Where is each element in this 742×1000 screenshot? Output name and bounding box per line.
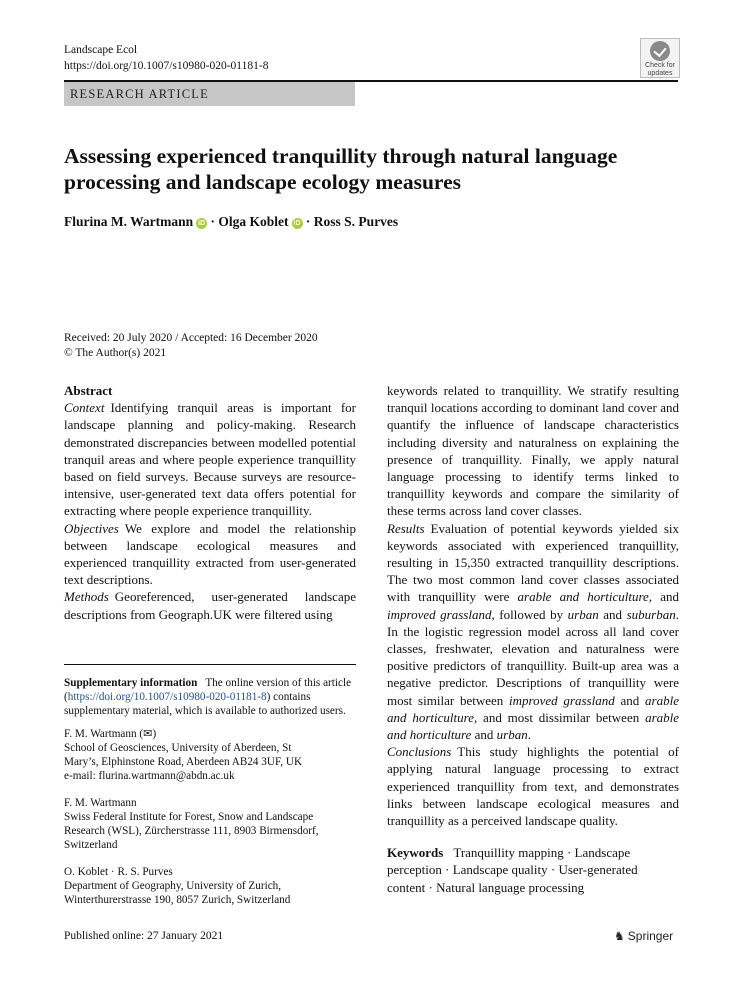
results-label: Results — [387, 520, 425, 536]
affiliation-block — [64, 727, 356, 783]
affiliation-line: Mary’s, Elphinstone Road, Aberdeen AB24 3UF, UK — [64, 756, 303, 768]
results-text: and — [614, 692, 646, 708]
orcid-icon[interactable]: iD — [198, 220, 206, 227]
supplementary-link[interactable]: https://doi.org/10.1007/s10980-020-01181-8 — [67, 691, 267, 703]
received-accepted-dates: Received: 20 July 2020 / Accepted: 16 December 2020 — [64, 332, 318, 344]
abstract-right-column — [387, 382, 679, 896]
affiliation-line: Department of Geography, University of Zurich, — [64, 880, 282, 892]
results-text: . — [527, 727, 531, 743]
abstract-conclusions — [387, 743, 679, 829]
affiliation-block — [64, 865, 356, 907]
supplementary-label: Supplementary information — [64, 677, 198, 689]
results-text: , and — [648, 589, 679, 605]
conclusions-text: This study highlights the potential of applying natural language processing to extract experienced tranquillity from text, and demonstrates links between landscape ecological measures and tranquillity as a perceived landscape quality. — [387, 744, 679, 829]
affiliation-line: Research (WSL), Zürcherstrasse 111, 8903 Birmensdorf, — [64, 825, 319, 837]
copyright-notice: © The Author(s) 2021 — [64, 347, 167, 359]
check-updates-line2: updates — [647, 70, 673, 77]
springer-horse-icon: ♞ — [614, 929, 625, 943]
author-name[interactable]: Ross S. Purves — [313, 214, 399, 229]
affiliation-line: F. M. Wartmann (✉) — [64, 728, 157, 740]
methods-text: Georeferenced, user-generated landscape descriptions from Geograph.UK were filtered using — [64, 589, 356, 622]
supplementary-text-1: The online version of this article ( — [64, 677, 352, 703]
results-emphasis: arable and horticulture — [387, 709, 680, 743]
results-emphasis: suburban — [626, 606, 676, 622]
keywords-block — [387, 844, 679, 896]
results-emphasis: urban — [496, 727, 528, 743]
supplementary-information — [64, 676, 356, 718]
paper-title: Assessing experienced tranquillity through natural language processing and landscape ecology measures — [64, 144, 618, 194]
check-for-updates-badge[interactable] — [640, 38, 680, 78]
results-text: , followed by — [491, 606, 568, 622]
affiliation-email[interactable]: e-mail: flurina.wartmann@abdn.ac.uk — [64, 770, 235, 782]
results-text: , and most dissimilar between — [473, 709, 646, 725]
results-text: . In the logistic regression model across all land cover classes, freshwater, elevation and naturalness were positive predictors of tranquillity. Built-up area was a negative predictor. Descriptions of tranquillity were most similar between — [387, 606, 679, 708]
publication-dates — [64, 331, 318, 361]
author-name[interactable]: Olga Koblet — [218, 214, 289, 229]
methods-label: Methods — [64, 589, 109, 605]
results-text: Evaluation of potential keywords yielded six keywords associated with experienced tranquillity, resulting in 15,350 extracted tranquillity descriptions. The two most common land cover classes associated with tranquillity were — [387, 520, 679, 605]
doi-link[interactable]: https://doi.org/10.1007/s10980-020-01181-8 — [64, 60, 269, 72]
objectives-label: Objectives — [64, 520, 119, 536]
footnote-rule — [64, 664, 356, 665]
affiliation-block — [64, 796, 356, 852]
article-type-banner: RESEARCH ARTICLE — [64, 82, 355, 106]
publisher-name: Springer — [627, 929, 674, 943]
results-emphasis: urban — [567, 606, 599, 622]
results-emphasis: arable and horticulture — [387, 692, 679, 725]
affiliation-line: F. M. Wartmann — [64, 797, 137, 809]
author-list — [64, 213, 398, 231]
abstract-methods-part1 — [64, 588, 356, 622]
affiliation-line: O. Koblet · R. S. Purves — [64, 866, 173, 878]
orcid-icon[interactable]: iD — [293, 220, 301, 227]
results-emphasis: arable and horticulture — [517, 589, 649, 605]
conclusions-label: Conclusions — [387, 744, 452, 760]
results-emphasis: improved grassland — [509, 692, 615, 708]
affiliation-line: Winterthurerstrasse 190, 8057 Zurich, Switzerland — [64, 894, 291, 906]
journal-name: Landscape Ecol — [64, 44, 138, 56]
results-text: and — [471, 727, 497, 743]
abstract-context — [64, 399, 356, 519]
author-name[interactable]: Flurina M. Wartmann — [64, 214, 194, 229]
abstract-heading: Abstract — [64, 383, 113, 398]
author-separator: · — [210, 214, 216, 229]
published-online-date: Published online: 27 January 2021 — [64, 930, 224, 942]
publisher-logo — [614, 929, 673, 943]
supplementary-text-2: ) contains supplementary material, which is available to authorized users. — [64, 691, 346, 717]
abstract-left-column — [64, 382, 356, 623]
author-separator: · — [305, 214, 311, 229]
affiliation-line: School of Geosciences, University of Aberdeen, St — [64, 742, 292, 754]
keywords-text: Tranquillity mapping · Landscape perception · Landscape quality · User-generated content · Natural language processing — [387, 845, 638, 895]
abstract-methods-part2: keywords related to tranquillity. We stratify resulting tranquil locations according to dominant land cover and quantify the influence of landscape characteristics including diversity and naturalness on explaining the presence of tranquillity. Finally, we apply natural language processing to identify terms linked to tranquillity keywords and compare the similarity of these terms across land cover classes. — [387, 383, 679, 519]
checkmark-icon — [650, 41, 670, 61]
affiliation-line: Swiss Federal Institute for Forest, Snow and Landscape — [64, 811, 314, 823]
results-text: and — [598, 606, 627, 622]
objectives-text: We explore and model the relationship between landscape ecological measures and experienced tranquillity extracted from user-generated text descriptions. — [64, 520, 356, 588]
abstract-objectives — [64, 520, 356, 589]
check-updates-line1: Check for — [645, 62, 675, 69]
context-label: Context — [64, 400, 105, 416]
results-emphasis: improved grassland — [387, 606, 492, 622]
context-text: Identifying tranquil areas is important for landscape planning and policy-making. Research demonstrated discrepancies between modelled potential tranquil areas and where people experience tranquillity based on field surveys. Because surveys are resource-intensive, user-generated text data offers potential for extracting where people experience tranquillity. — [64, 400, 356, 519]
abstract-results — [387, 520, 679, 744]
affiliation-line: Switzerland — [64, 839, 118, 851]
keywords-label: Keywords — [387, 845, 444, 861]
journal-header — [64, 42, 268, 74]
